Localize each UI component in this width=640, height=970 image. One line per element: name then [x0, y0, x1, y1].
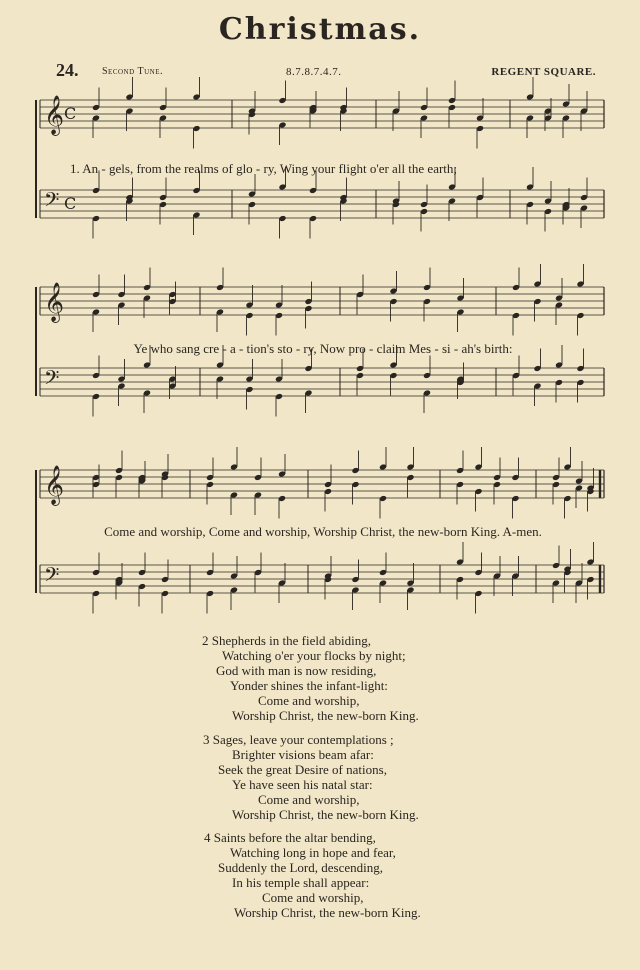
hymn-number: 24. [56, 60, 79, 80]
verse-line: Come and worship, [258, 792, 360, 807]
verse-line: Come and worship, [258, 693, 360, 708]
tune-name: REGENT SQUARE. [491, 66, 596, 78]
treble-clef-icon: 𝄞 [44, 465, 65, 505]
music-lyric-line-1: 1. An - gels, from the realms of glo - ry, Wing your flight o'er all the earth; [70, 161, 458, 176]
meter: 8.7.8.7.4.7. [286, 66, 342, 78]
bass-clef-icon: 𝄢 [44, 563, 60, 591]
verse-line: Watching long in hope and fear, [230, 845, 396, 860]
verse-line: 4 Saints before the altar bending, [204, 830, 376, 845]
bass-clef-icon: 𝄢 [44, 366, 60, 394]
verse-line: Worship Christ, the new-born King. [232, 807, 419, 822]
verse-line: Worship Christ, the new-born King. [234, 905, 421, 920]
verse-line: Ye have seen his natal star: [232, 777, 373, 792]
page-title: Christmas. [218, 12, 422, 47]
verse-line: Seek the great Desire of nations, [218, 762, 387, 777]
music-lyric-line-3: Come and worship, Come and worship, Worship Christ, the new-born King. A-men. [104, 524, 542, 539]
common-time-icon: C [64, 104, 77, 123]
verse-line: Yonder shines the infant-light: [230, 678, 388, 693]
verse-line: Worship Christ, the new-born King. [232, 708, 419, 723]
verse-line: 2 Shepherds in the field abiding, [202, 633, 371, 648]
verse-line: Brighter visions beam afar: [232, 747, 374, 762]
verse-line: God with man is now residing, [216, 663, 377, 678]
treble-clef-icon: 𝄞 [44, 95, 65, 135]
bass-clef-icon: 𝄢 [44, 188, 60, 216]
verse-line: Suddenly the Lord, descending, [218, 860, 383, 875]
verse-line: Come and worship, [262, 890, 364, 905]
verse-line: In his temple shall appear: [232, 875, 370, 890]
verse-line: 3 Sages, leave your contemplations ; [203, 732, 394, 747]
common-time-icon: C [64, 194, 77, 213]
treble-clef-icon: 𝄞 [44, 282, 65, 322]
verse-line: Watching o'er your flocks by night; [222, 648, 406, 663]
tune-label: Second Tune. [102, 66, 163, 77]
music-lyric-line-2: Ye who sang cre - a - tion's sto - ry, Now pro - claim Mes - si - ah's birth: [133, 341, 513, 356]
